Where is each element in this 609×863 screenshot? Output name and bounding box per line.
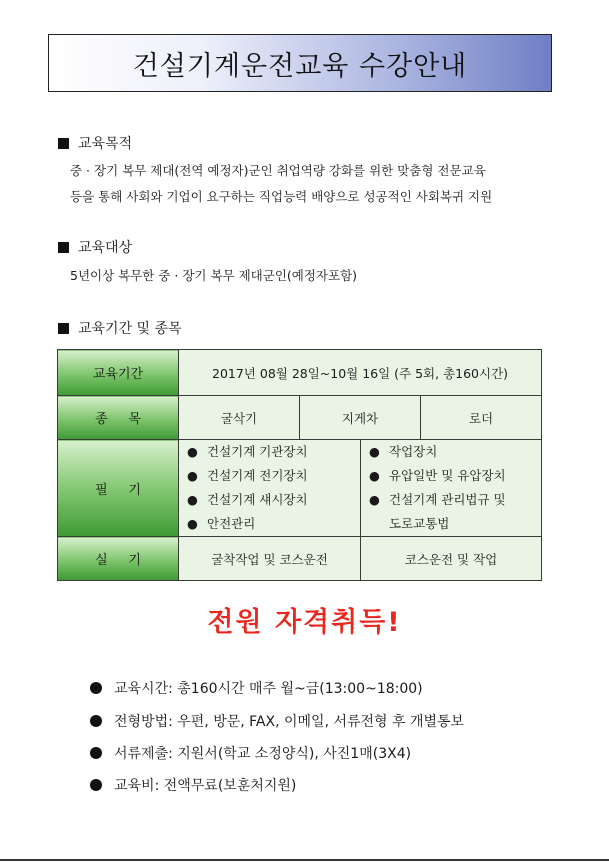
square-bullet-icon [58,138,69,149]
info-item-hours [90,678,423,698]
section-heading-purpose [58,133,132,153]
list-item: ● 건설기계 전기장치 [187,468,308,483]
list-item: ● 유압일반 및 유압장치 [369,468,506,483]
info-text: 교육시간: 총160시간 매주 월~금(13:00~18:00) [114,681,423,697]
list-item: ● 건설기계 관리법규 및 [369,492,506,507]
info-item-selection [90,711,464,731]
practice-label: 실 기 [58,537,179,581]
info-text: 전형방법: 우편, 방문, FAX, 이메일, 서류전형 후 개별통보 [114,714,465,730]
section-heading-label: 교육대상 [78,240,133,256]
period-value: 2017년 08월 28일~10월 16일 (주 5회, 총160시간) [179,350,542,396]
info-item-documents [90,743,411,763]
bullet-icon [90,682,102,694]
theory-right-cell [361,440,542,537]
practice-left: 굴착작업 및 코스운전 [179,537,361,581]
table-row-practice [58,537,542,581]
theory-left-cell [179,440,361,537]
list-item: ● 안전관리 [187,516,256,531]
item-forklift: 지게차 [300,396,421,440]
info-item-fee [90,775,296,795]
bullet-icon [90,779,102,791]
item-excavator: 굴삭기 [179,396,300,440]
purpose-line-2: 등을 통해 사회와 기업이 요구하는 직업능력 배양으로 성공적인 사회복귀 지원 [70,189,493,204]
square-bullet-icon [58,242,69,253]
section-heading-schedule [58,318,182,338]
info-text: 교육비: 전액무료(보훈처지원) [114,778,297,794]
section-heading-target [58,237,132,257]
page-title: 건설기계운전교육 수강안내 [48,34,552,92]
list-item: ● 건설기계 섀시장치 [187,492,308,507]
square-bullet-icon [58,323,69,334]
list-item: ● 건설기계 기관장치 [187,444,308,459]
period-label: 교육기간 [58,350,179,396]
bullet-icon [90,715,102,727]
theory-left-list [179,440,360,536]
table-row-items [58,396,542,440]
section-heading-label: 교육목적 [78,136,133,152]
list-item: ● 작업장치 [369,444,438,459]
purpose-line-1: 중 · 장기 복무 제대(전역 예정자)군인 취업역량 강화를 위한 맞춤형 전문교육 [70,163,486,178]
headline: 전원 자격취득! [207,607,402,638]
items-label: 종 목 [58,396,179,440]
practice-right: 코스운전 및 작업 [361,537,542,581]
bullet-icon [90,747,102,759]
item-loader: 로더 [421,396,542,440]
table-row-period [58,350,542,396]
section-heading-label: 교육기간 및 종목 [78,321,182,337]
table-row-theory [58,440,542,537]
theory-label: 필 기 [58,440,179,537]
theory-right-list [361,440,541,536]
schedule-table [57,349,542,581]
list-item-continuation: 도로교통법 [389,516,450,531]
info-text: 서류제출: 지원서(학교 소정양식), 사진1매(3X4) [114,746,412,762]
bottom-divider [0,859,609,861]
target-line: 5년이상 복무한 중 · 장기 복무 제대군인(예정자포함) [70,268,358,283]
